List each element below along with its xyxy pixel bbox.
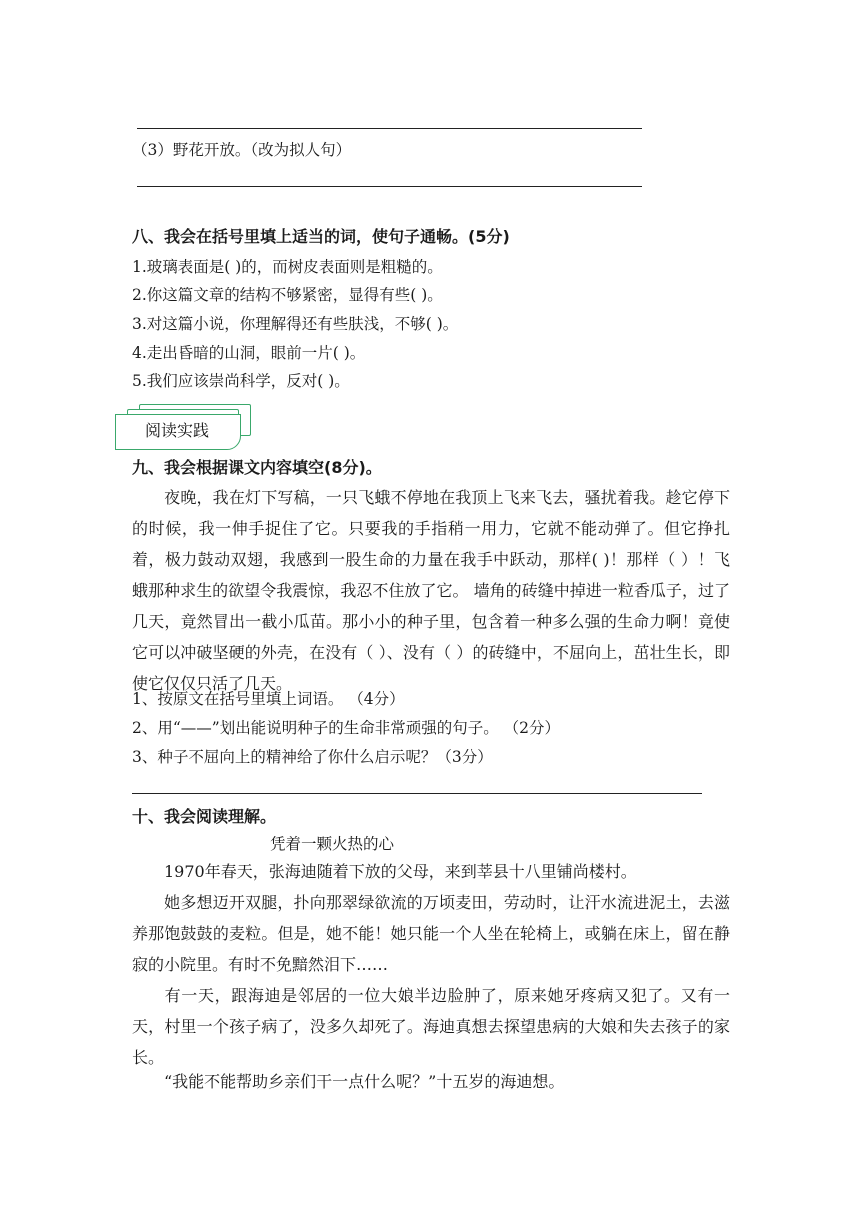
section-10-para-1-text: 1970年春天，张海迪随着下放的父母，来到莘县十八里铺尚楼村。 [164, 862, 637, 881]
answer-line-1 [137, 128, 642, 129]
badge-label: 阅读实践 [144, 421, 209, 440]
passage-title: 凭着一颗火热的心 [270, 835, 395, 853]
section-8-item-1: 1.玻璃表面是( )的，而树皮表面则是粗糙的。 [132, 258, 443, 276]
question-7-3: （3）野花开放。（改为拟人句） [132, 141, 352, 159]
section-10-para-4 [132, 1066, 730, 1097]
section-8-item-2: 2.你这篇文章的结构不够紧密，显得有些( )。 [132, 286, 443, 304]
section-8-item-4: 4.走出昏暗的山洞，眼前一片( )。 [132, 344, 366, 362]
section-8-heading: 八、我会在括号里填上适当的词，使句子通畅。(5分) [132, 227, 510, 246]
section-10-para-3 [132, 980, 730, 1073]
section-9-passage [132, 482, 730, 699]
section-10-para-1 [132, 856, 730, 887]
section-9-passage-text: 夜晚，我在灯下写稿，一只飞蛾不停地在我顶上飞来飞去，骚扰着我。趁它停下的时候，我一伸手捉住了它。只要我的手指稍一用力，它就不能动弹了。但它挣扎着，极力鼓动双翅，我感到一股生命的力量在我手中跃动，那样( )！那样（ ）！飞蛾那种求生的欲望令我震惊，我忍不住放了它。 墙角的砖缝中掉进一粒香瓜子，过了几天，竟然冒出一截小瓜苗。那小小的种子里，包含着一种多么强的生命力啊！竟使它可以冲破坚硬的外壳，在没有（ ）、没有（ ）的砖缝中，不屈向上，茁壮生长，即使它仅仅只活了几天。 [132, 488, 730, 693]
section-8-item-5: 5.我们应该崇尚科学，反对( )。 [132, 372, 350, 390]
section-10-para-4-text: “我能不能帮助乡亲们干一点什么呢？”十五岁的海迪想。 [164, 1072, 565, 1091]
section-9-question-2: 2、用“——”划出能说明种子的生命非常顽强的句子。 （2分） [132, 719, 561, 737]
section-8-item-3: 3.对这篇小说，你理解得还有些肤浅，不够( )。 [132, 315, 459, 333]
section-10-para-2-text: 她多想迈开双腿，扑向那翠绿欲流的万顷麦田，劳动时，让汗水流进泥土，去滋养那饱鼓鼓的麦粒。但是，她不能！她只能一个人坐在轮椅上，或躺在床上，留在静寂的小院里。有时不免黯然泪下…… [132, 893, 730, 974]
section-9-question-1: 1、按原文在括号里填上词语。 （4分） [132, 690, 405, 708]
reading-practice-badge [115, 402, 267, 452]
section-9-question-3: 3、种子不屈向上的精神给了你什么启示呢？（3分） [132, 748, 493, 766]
section-10-para-3-text: 有一天，跟海迪是邻居的一位大娘半边脸肿了，原来她牙疼病又犯了。又有一天，村里一个孩子病了，没多久却死了。海迪真想去探望患病的大娘和失去孩子的家长。 [132, 986, 730, 1067]
section-10-heading: 十、我会阅读理解。 [132, 807, 277, 826]
answer-line-2 [137, 186, 642, 187]
section-10-para-2 [132, 887, 730, 980]
section-9-heading: 九、我会根据课文内容填空(8分)。 [132, 458, 382, 477]
answer-line-3 [132, 793, 702, 794]
